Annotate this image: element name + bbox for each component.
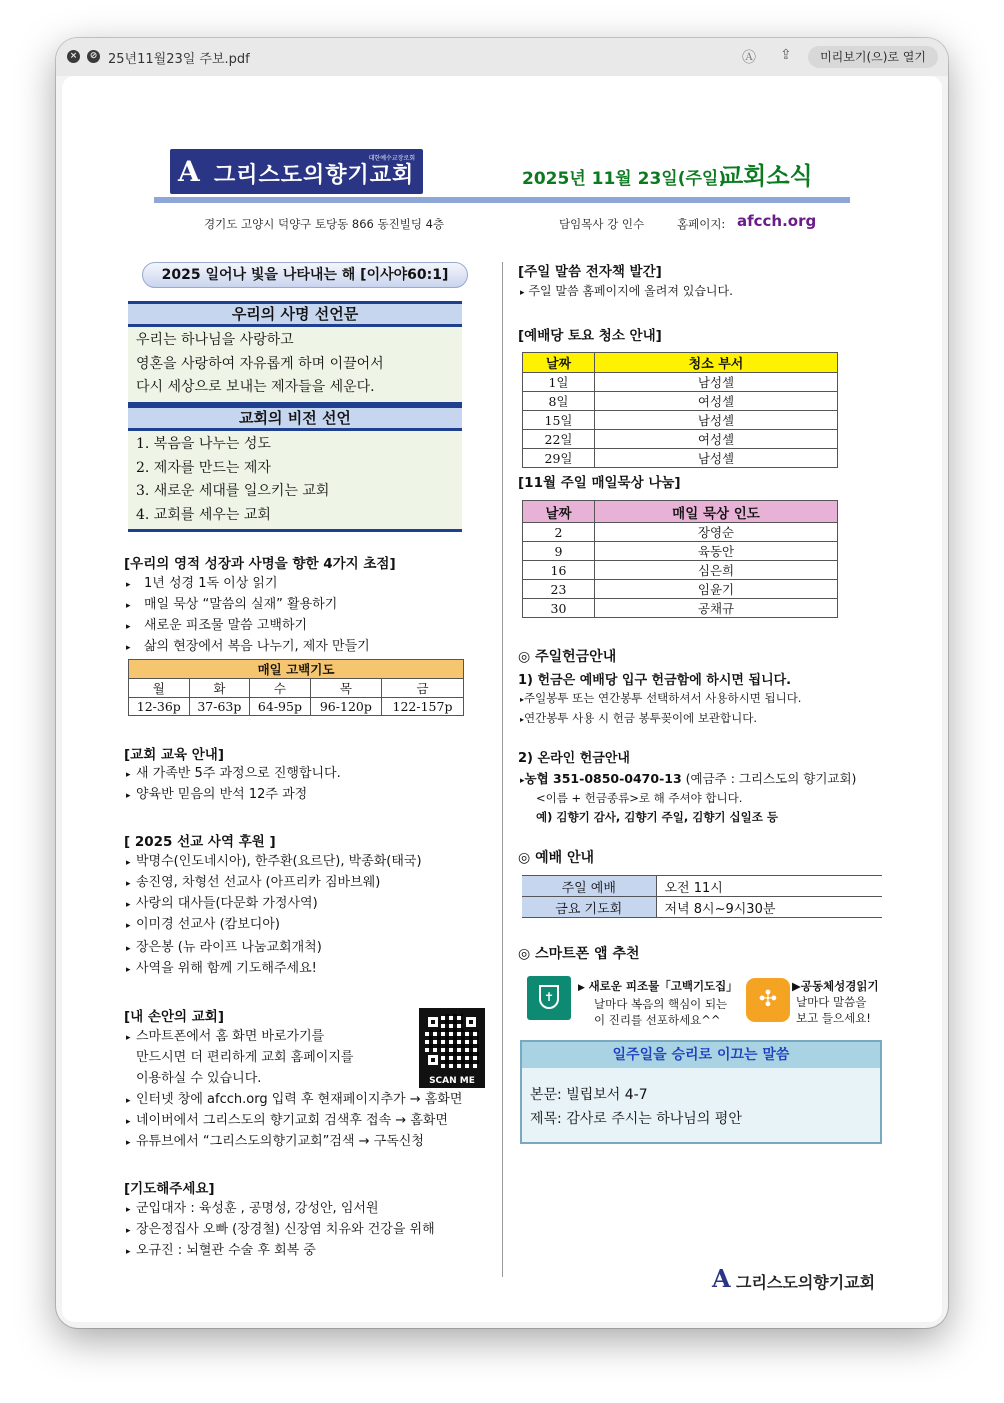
offering-heading: ◎ 주일헌금안내: [518, 649, 617, 665]
weekly-word-passage: 본문: 빌립보서 4-7: [530, 1087, 648, 1103]
open-in-preview-button[interactable]: 미리보기(으)로 열기: [808, 46, 938, 68]
cleaning-table: [522, 352, 838, 468]
focus-list: [126, 573, 370, 657]
vision-box: [128, 405, 462, 532]
cleaning-heading: [예배당 토요 청소 안내]: [518, 328, 662, 344]
triangle-bullet-icon: ▸: [126, 601, 131, 611]
pages-cell: 122-157p: [382, 698, 464, 716]
bible-reading-app-info: ▶공동체성경읽기 날마다 말씀을 보고 들으세요!: [792, 979, 879, 1025]
vision-title: 교회의 비전 선언: [128, 405, 462, 431]
qr-finder-icon: [425, 1014, 441, 1030]
prayer-heading: [기도해주세요]: [124, 1181, 215, 1197]
list-item: ▸ 송진영, 차형선 선교사 (아프리카 짐바브웨): [126, 872, 422, 893]
offering-account: ▸농협 351-0850-0470-13 (예금주 : 그리스도의 향기교회): [520, 771, 857, 786]
table-row: 2 장영순: [523, 523, 838, 542]
day-cell: 금: [382, 679, 464, 698]
column-header: 청소 부서: [595, 353, 838, 373]
triangle-bullet-icon: ▸: [126, 921, 131, 931]
footer-logo: A 그리스도의향기교회: [712, 1264, 876, 1293]
my-church-list: [126, 1026, 462, 1152]
pages-cell: 37-63p: [189, 698, 250, 716]
education-list: [126, 763, 341, 805]
offering-step-2: 2) 온라인 헌금안내: [518, 751, 630, 766]
logo-mark-icon: A: [178, 155, 200, 188]
table-row: 1일 남성셀: [523, 373, 838, 392]
mission-line: 영혼을 사랑하여 자유롭게 하며 이끌어서: [136, 355, 384, 372]
mission-line: 다시 세상으로 보내는 제자들을 세운다.: [136, 379, 375, 395]
confession-table: [128, 659, 464, 716]
qr-finder-icon: [425, 1052, 441, 1068]
meditation-table: [522, 500, 838, 618]
list-item: ▸ 1년 성경 1독 이상 읽기: [126, 573, 370, 594]
qr-finder-icon: [463, 1014, 479, 1030]
column-header: 날짜: [523, 353, 595, 373]
mission-support-heading: [ 2025 선교 사역 후원 ]: [124, 834, 276, 850]
table-row: 23 임윤기: [523, 580, 838, 599]
worship-heading: ◎ 예배 안내: [518, 850, 595, 866]
triangle-bullet-icon: ▸: [520, 776, 525, 786]
triangle-bullet-icon: ▸: [126, 1117, 131, 1127]
header-rule: [154, 197, 850, 203]
triangle-bullet-icon: ▸: [126, 900, 131, 910]
list-item: ▸ 장은봉 (뉴 라이프 나눔교회개척): [126, 937, 422, 958]
pages-cell: 12-36p: [129, 698, 190, 716]
church-address: 경기도 고양시 덕양구 토당동 866 동진빌딩 4층: [204, 217, 445, 231]
list-item: ▸ 네이버에서 그리스도의 향기교회 검색후 접속 → 홈화면: [126, 1110, 462, 1131]
confession-title: 매일 고백기도: [129, 660, 464, 679]
mission-title: 우리의 사명 선언문: [128, 301, 462, 327]
qr-caption: SCAN ME: [429, 1076, 475, 1086]
triangle-bullet-icon: ▸: [126, 791, 131, 801]
list-item: ▸ 군입대자 : 육성훈 , 공명성, 강성안, 임서원: [126, 1198, 435, 1219]
close-icon[interactable]: ×: [67, 50, 80, 63]
table-row: 29일 남성셀: [523, 449, 838, 468]
meditation-heading: [11월 주일 매일묵상 나눔]: [518, 475, 681, 491]
list-item: ▸ 삶의 현장에서 복음 나누기, 제자 만들기: [126, 636, 370, 657]
triangle-bullet-icon: ▸: [126, 944, 131, 954]
list-item: ▸주일봉투 또는 연간봉투 선택하셔서 사용하시면 됩니다.: [520, 691, 802, 705]
mission-statement-box: [128, 301, 462, 405]
vision-line: 2. 제자를 만드는 제자: [136, 459, 271, 476]
list-item: ▸ 유튜브에서 “그리스도의향기교회”검색 → 구독신청: [126, 1131, 462, 1152]
column-divider: [502, 262, 503, 1277]
offering-step-1-list: [520, 689, 801, 729]
triangle-bullet-icon: ▸: [520, 288, 525, 298]
pastor-name: 담임목사 강 인수: [559, 217, 645, 231]
homepage-label: 홈페이지:: [677, 217, 726, 231]
table-row: 9 육동안: [523, 542, 838, 561]
file-title: 25년11월23일 주보.pdf: [108, 52, 250, 67]
list-item: ▸ 사역을 위해 함께 기도해주세요!: [126, 958, 422, 979]
triangle-bullet-icon: ▸: [520, 695, 525, 704]
table-row: 금요 기도회 저녁 8시~9시30분: [522, 897, 882, 918]
day-cell: 수: [250, 679, 311, 698]
day-cell: 화: [189, 679, 250, 698]
list-item: ▸ 새로운 피조물 말씀 고백하기: [126, 615, 370, 636]
triangle-bullet-icon: ▸: [126, 770, 131, 780]
list-item: ▸ 스마트폰에서 홈 화면 바로가기를: [126, 1026, 462, 1047]
table-row: 16 심은희: [523, 561, 838, 580]
confession-app-icon[interactable]: ✝: [527, 976, 571, 1020]
triangle-bullet-icon: ▸: [126, 879, 131, 889]
triangle-bullet-icon: ▸: [126, 858, 131, 868]
table-row: 8일 여성셀: [523, 392, 838, 411]
triangle-bullet-icon: ▸: [126, 1226, 131, 1236]
triangle-bullet-icon: ▸: [126, 1247, 131, 1257]
triangle-bullet-icon: ▸: [126, 643, 131, 653]
list-item: ▸ 이미경 선교사 (캄보디아): [126, 914, 422, 935]
table-row: 주일 예배 오전 11시: [522, 876, 882, 897]
list-item: ▸ 박명수(인도네시아), 한주환(요르단), 박종화(태국): [126, 851, 422, 872]
prayer-list: [126, 1198, 435, 1261]
list-item: ▸ 새 가족반 5주 과정으로 진행합니다.: [126, 763, 341, 784]
offering-note: <이름 + 헌금종류>로 해 주셔야 합니다.: [536, 791, 743, 805]
triangle-bullet-icon: ▸: [126, 1138, 131, 1148]
homepage-link[interactable]: afcch.org: [737, 212, 817, 230]
day-cell: 월: [129, 679, 190, 698]
mission-support-list: [126, 851, 422, 979]
bulletin-title: 교회소식: [720, 162, 813, 190]
column-header: 매일 묵상 인도: [595, 501, 838, 523]
apps-heading: ◎ 스마트폰 앱 추천: [518, 946, 640, 962]
weekly-word-subject: 제목: 감사로 주시는 하나님의 평안: [530, 1111, 742, 1127]
triangle-bullet-icon: ▸: [520, 715, 525, 724]
bulletin-page: [62, 76, 942, 1322]
year-banner: 2025 일어나 빛을 나타내는 해 [이사야60:1]: [142, 262, 468, 288]
vision-line: 1. 복음을 나누는 성도: [136, 436, 271, 452]
pages-cell: 96-120p: [310, 698, 381, 716]
church-logo: A 그리스도의향기교회 대한예수교장로회: [170, 149, 423, 194]
confession-app-info: ▶ 새로운 피조물「고백기도집」 날마다 복음의 핵심이 되는 이 진리를 선포하세요^^: [578, 979, 738, 1027]
share-icon[interactable]: ⇪: [780, 47, 792, 63]
weekly-word-box: [520, 1040, 882, 1144]
list-item: ▸ 오규진 : 뇌혈관 수술 후 회복 중: [126, 1240, 435, 1261]
offering-example: 예) 김향기 감사, 김향기 주일, 김향기 십일조 등: [536, 810, 778, 824]
list-item: ▸ 인터넷 창에 afcch.org 입력 후 현재페이지추가 → 홈화면: [126, 1089, 462, 1110]
my-church-heading: [내 손안의 교회]: [124, 1009, 224, 1025]
worship-table: [522, 875, 882, 918]
pages-cell: 64-95p: [250, 698, 311, 716]
list-item: 만드시면 더 편리하게 교회 홈페이지를: [136, 1050, 354, 1065]
list-item: ▸ 사랑의 대사들(다문화 가정사역): [126, 893, 422, 914]
qr-code[interactable]: [419, 1008, 485, 1088]
mission-line: 우리는 하나님을 사랑하고: [136, 332, 294, 348]
list-item: ▸ 양육반 믿음의 반석 12주 과정: [126, 784, 341, 805]
vision-line: 4. 교회를 세우는 교회: [136, 506, 271, 523]
table-row: 30 공채규: [523, 599, 838, 618]
triangle-bullet-icon: ▸: [126, 1033, 131, 1043]
logo-mark-icon: A: [712, 1264, 731, 1293]
triangle-bullet-icon: ▸: [126, 580, 131, 590]
bible-reading-app-icon[interactable]: ✣: [746, 978, 790, 1022]
list-item: ▸연간봉투 사용 시 헌금 봉투꽂이에 보관합니다.: [520, 711, 758, 725]
triangle-bullet-icon: ▸: [126, 622, 131, 632]
bulletin-date: 2025년 11월 23일(주일): [522, 169, 727, 189]
table-row: 22일 여성셀: [523, 430, 838, 449]
table-row: 15일 남성셀: [523, 411, 838, 430]
play-bullet-icon: ▶: [578, 983, 585, 993]
weekly-word-title: 일주일을 승리로 이끄는 말씀: [522, 1042, 880, 1068]
markup-icon[interactable]: Ⓐ: [742, 50, 756, 66]
preview-window: [56, 38, 948, 1328]
triangle-bullet-icon: ▸: [126, 965, 131, 975]
triangle-bullet-icon: ▸: [126, 1205, 131, 1215]
offering-step-1: 1) 헌금은 예배당 입구 헌금함에 하시면 됩니다.: [518, 673, 792, 688]
vision-line: 3. 새로운 세대를 일으키는 교회: [136, 483, 330, 499]
ebook-item: ▸ 주일 말씀 홈페이지에 올려져 있습니다.: [520, 284, 733, 298]
list-item: ▸ 매일 묵상 “말씀의 실재” 활용하기: [126, 594, 370, 615]
minimize-icon[interactable]: ⊘: [87, 50, 100, 63]
focus-heading: [우리의 영적 성장과 사명을 향한 4가지 초점]: [124, 556, 396, 572]
title-bar: [56, 38, 948, 76]
day-cell: 목: [310, 679, 381, 698]
column-header: 날짜: [523, 501, 595, 523]
list-item: 이용하실 수 있습니다.: [136, 1071, 262, 1086]
triangle-bullet-icon: ▸: [126, 1096, 131, 1106]
education-heading: [교회 교육 안내]: [124, 747, 224, 763]
ebook-heading: [주일 말씀 전자책 발간]: [518, 264, 662, 280]
list-item: ▸ 장은정집사 오빠 (장경철) 신장염 치유와 건강을 위해: [126, 1219, 435, 1240]
